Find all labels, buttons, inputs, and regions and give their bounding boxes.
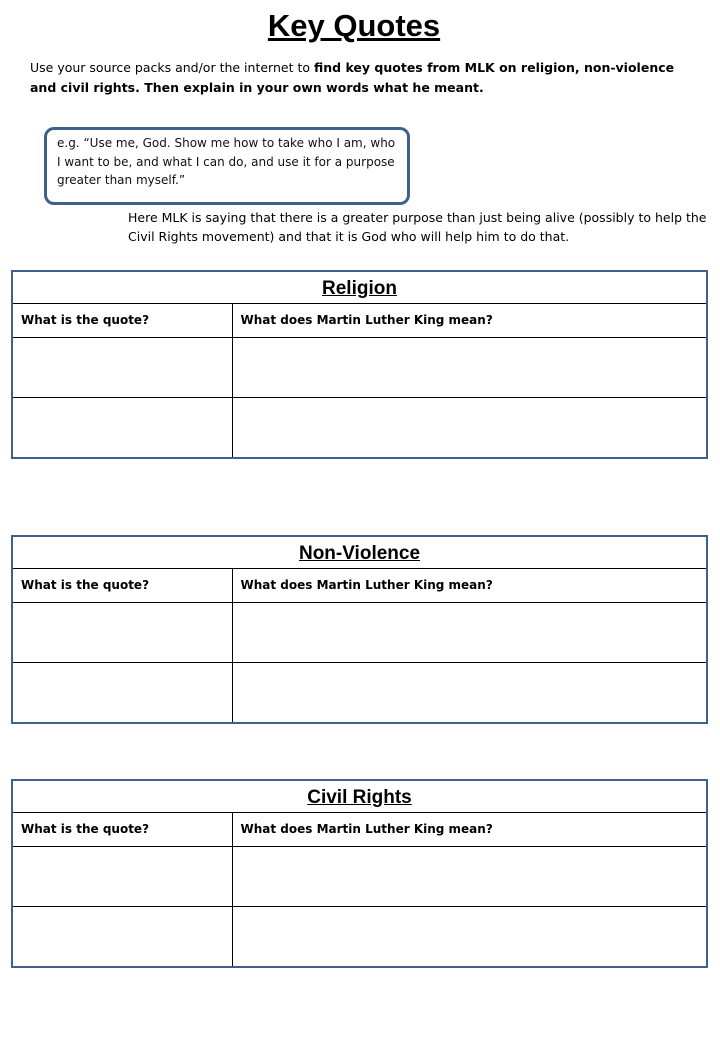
instructions-plain: Use your source packs and/or the internet to: [30, 60, 314, 75]
section-title: Civil Rights: [13, 781, 706, 813]
meaning-cell[interactable]: [232, 846, 706, 906]
table-row: [13, 602, 706, 662]
quote-cell[interactable]: [13, 602, 232, 662]
civil-rights-section: [11, 779, 708, 968]
civil-rights-table: [13, 813, 706, 966]
meaning-cell[interactable]: [232, 397, 706, 457]
table-header-row: [13, 569, 706, 602]
meaning-column-header: What does Martin Luther King mean?: [232, 304, 706, 337]
quote-cell[interactable]: [13, 846, 232, 906]
religion-section: [11, 270, 708, 459]
example-explanation: Here MLK is saying that there is a greater purpose than just being alive (possibly to help the Civil Rights movement) and that it is God who will help him to do that.: [128, 210, 707, 244]
table-row: [13, 337, 706, 397]
religion-table: [13, 304, 706, 457]
table-row: [13, 397, 706, 457]
non-violence-section: [11, 535, 708, 724]
section-title: Non-Violence: [13, 537, 706, 569]
table-row: [13, 662, 706, 722]
meaning-column-header: What does Martin Luther King mean?: [232, 569, 706, 602]
section-title: Religion: [13, 272, 706, 304]
instructions-text: [30, 58, 680, 98]
quote-column-header: What is the quote?: [13, 813, 232, 846]
meaning-cell[interactable]: [232, 662, 706, 722]
table-header-row: [13, 304, 706, 337]
meaning-column-header: What does Martin Luther King mean?: [232, 813, 706, 846]
quote-column-header: What is the quote?: [13, 569, 232, 602]
instructions-bold: find key quotes from MLK on religion, non-violence and civil rights. Then explain in your own words what he meant.: [30, 60, 675, 95]
meaning-cell[interactable]: [232, 337, 706, 397]
example-quote-box: e.g. “Use me, God. Show me how to take who I am, who I want to be, and what I can do, and use it for a purpose greater than myself.”: [44, 127, 410, 205]
page-title: Key Quotes: [267, 8, 441, 43]
quote-cell[interactable]: [13, 906, 232, 966]
quote-cell[interactable]: [13, 397, 232, 457]
non-violence-table: [13, 569, 706, 722]
meaning-cell[interactable]: [232, 602, 706, 662]
table-row: [13, 906, 706, 966]
quote-column-header: What is the quote?: [13, 304, 232, 337]
quote-cell[interactable]: [13, 337, 232, 397]
table-header-row: [13, 813, 706, 846]
quote-cell[interactable]: [13, 662, 232, 722]
meaning-cell[interactable]: [232, 906, 706, 966]
table-row: [13, 846, 706, 906]
